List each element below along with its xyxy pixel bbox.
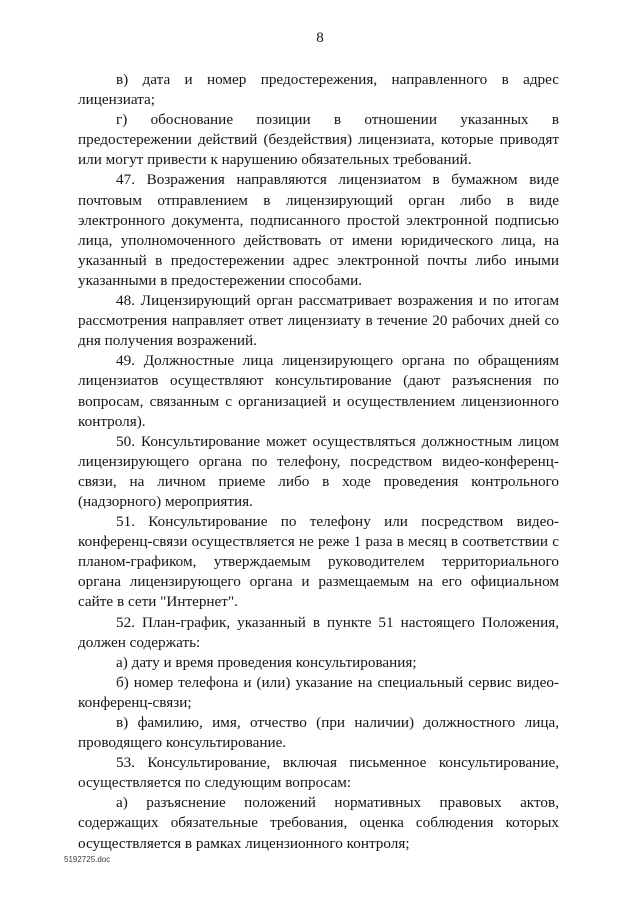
- paragraph: а) разъяснение положений нормативных правовых актов, содержащих обязательные требования, оценка соблюдения которых осуществляется в рамках лицензионного контроля;: [78, 794, 559, 852]
- paragraph: в) дата и номер предостережения, направленного в адрес лицензиата;: [78, 71, 559, 109]
- paragraph: а) дату и время проведения консультирования;: [116, 653, 417, 671]
- paragraph: 53. Консультирование, включая письменное консультирование, осуществляется по следующим вопросам:: [78, 754, 559, 792]
- paragraph: 48. Лицензирующий орган рассматривает возражения и по итогам рассмотрения направляет ответ лицензиату в течение 20 рабочих дней со дня получения возражений.: [78, 292, 559, 350]
- paragraph: 52. План-график, указанный в пункте 51 настоящего Положения, должен содержать:: [78, 613, 559, 651]
- paragraph: 50. Консультирование может осуществляться должностным лицом лицензирующего органа по телефону, посредством видео-конференц-связи, на личном приеме либо в ходе проведения контрольного (надзорного) мероприятия.: [78, 432, 559, 510]
- footer-file-name: 5192725.doc: [64, 855, 111, 864]
- document-body: [78, 70, 559, 854]
- page-number: 8: [316, 30, 324, 46]
- paragraph: 49. Должностные лица лицензирующего органа по обращениям лицензиатов осуществляют консультирование (дают разъяснения по вопросам, связанным с организацией и осуществлением лицензионного контроля).: [78, 352, 559, 430]
- paragraph: 51. Консультирование по телефону или посредством видео-конференц-связи осуществляется не реже 1 раза в месяц в соответствии с планом-графиком, утверждаемым руководителем территориального органа лицензирующего органа и размещаемым на его официальном сайте в сети "Интернет".: [78, 513, 559, 611]
- paragraph: в) фамилию, имя, отчество (при наличии) должностного лица, проводящего консультирование.: [78, 714, 559, 752]
- paragraph: г) обоснование позиции в отношении указанных в предостережении действий (бездействия) лицензиата, которые приводят или могут привести к нарушению обязательных требований.: [78, 111, 559, 169]
- paragraph: б) номер телефона и (или) указание на специальный сервис видео-конференц-связи;: [78, 673, 559, 711]
- paragraph: 47. Возражения направляются лицензиатом в бумажном виде почтовым отправлением в лицензирующий орган либо в виде электронного документа, подписанного простой электронной подписью лица, уполномоченного действовать от имени юридического лица, на указанный в предостережении адрес электронной почты либо иными указанными в предостережении способами.: [78, 171, 559, 289]
